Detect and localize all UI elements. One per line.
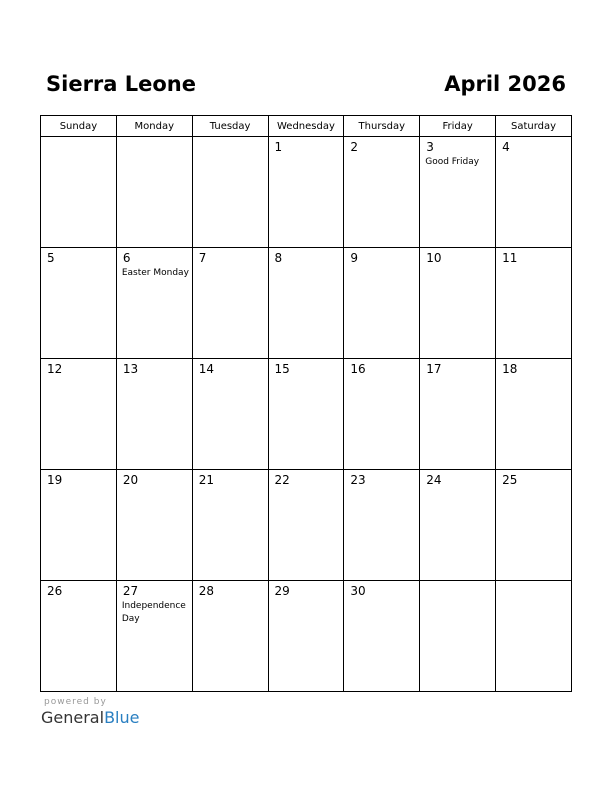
day-number: 10 xyxy=(426,251,442,265)
weekday-header: Friday xyxy=(420,116,496,137)
day-number: 17 xyxy=(426,362,442,376)
day-number: 25 xyxy=(502,473,518,487)
day-number: 5 xyxy=(47,251,55,265)
weekday-header: Monday xyxy=(116,116,192,137)
day-number: 2 xyxy=(350,140,359,154)
holiday-label: Good Friday xyxy=(425,157,480,167)
day-number: 18 xyxy=(502,362,518,376)
day-cell xyxy=(268,470,344,581)
holiday-label: Easter Monday xyxy=(121,268,189,278)
country-title: Sierra Leone xyxy=(46,72,197,96)
day-number: 7 xyxy=(198,251,207,265)
day-cell xyxy=(496,581,572,692)
day-number: 6 xyxy=(122,251,131,265)
day-cell xyxy=(116,581,192,692)
week-row xyxy=(41,581,572,692)
day-number: 23 xyxy=(350,473,366,487)
day-number: 24 xyxy=(426,473,442,487)
weekday-header: Saturday xyxy=(496,116,572,137)
day-number: 16 xyxy=(350,362,366,376)
day-number: 21 xyxy=(198,473,214,487)
day-number: 13 xyxy=(122,362,139,376)
day-number: 22 xyxy=(274,473,290,487)
day-cell xyxy=(268,581,344,692)
day-cell xyxy=(192,248,268,359)
day-cell xyxy=(344,470,420,581)
day-cell xyxy=(116,359,192,470)
week-row xyxy=(41,248,572,359)
day-number: 3 xyxy=(426,140,434,154)
day-cell xyxy=(192,359,268,470)
day-number: 14 xyxy=(198,362,214,376)
holiday-label: Independence Day xyxy=(121,601,186,624)
day-cell xyxy=(192,581,268,692)
week-row xyxy=(41,137,572,248)
day-number: 20 xyxy=(122,473,139,487)
day-cell xyxy=(420,581,496,692)
day-number: 29 xyxy=(274,584,290,598)
generalblue-logo[interactable] xyxy=(41,708,139,727)
day-number: 30 xyxy=(350,584,366,598)
day-number: 4 xyxy=(502,140,510,154)
day-number: 19 xyxy=(47,473,63,487)
weekday-header: Sunday xyxy=(41,116,117,137)
day-number: 28 xyxy=(198,584,214,598)
day-cell xyxy=(496,137,572,248)
day-number: 26 xyxy=(47,584,63,598)
day-cell xyxy=(268,248,344,359)
day-cell xyxy=(420,470,496,581)
day-cell xyxy=(116,470,192,581)
day-cell xyxy=(41,470,117,581)
day-number: 8 xyxy=(274,251,283,265)
brand-name-part2: Blue xyxy=(104,708,140,727)
week-row xyxy=(41,470,572,581)
day-cell xyxy=(344,581,420,692)
day-cell xyxy=(41,359,117,470)
weekday-header: Tuesday xyxy=(192,116,268,137)
day-number: 12 xyxy=(47,362,63,376)
powered-by-text: powered by xyxy=(44,697,107,707)
day-cell xyxy=(41,581,117,692)
day-cell xyxy=(116,137,192,248)
day-cell xyxy=(192,470,268,581)
day-cell xyxy=(344,248,420,359)
day-number: 1 xyxy=(274,140,283,154)
calendar-grid xyxy=(40,115,572,692)
brand-name-part1: General xyxy=(41,708,105,727)
day-cell xyxy=(41,137,117,248)
day-number: 11 xyxy=(502,251,518,265)
weekday-header: Thursday xyxy=(344,116,420,137)
day-cell xyxy=(496,470,572,581)
day-cell xyxy=(268,137,344,248)
day-cell xyxy=(420,248,496,359)
day-number: 15 xyxy=(274,362,290,376)
weekday-header: Wednesday xyxy=(268,116,344,137)
day-cell xyxy=(344,359,420,470)
weekday-header-row xyxy=(41,116,572,137)
day-cell xyxy=(41,248,117,359)
day-cell xyxy=(496,248,572,359)
day-cell xyxy=(420,359,496,470)
day-number: 9 xyxy=(350,251,359,265)
day-cell xyxy=(496,359,572,470)
week-row xyxy=(41,359,572,470)
day-cell xyxy=(420,137,496,248)
day-cell xyxy=(268,359,344,470)
day-cell xyxy=(344,137,420,248)
day-cell xyxy=(192,137,268,248)
month-year-title: April 2026 xyxy=(444,72,566,96)
day-number: 27 xyxy=(122,584,139,598)
day-cell xyxy=(116,248,192,359)
